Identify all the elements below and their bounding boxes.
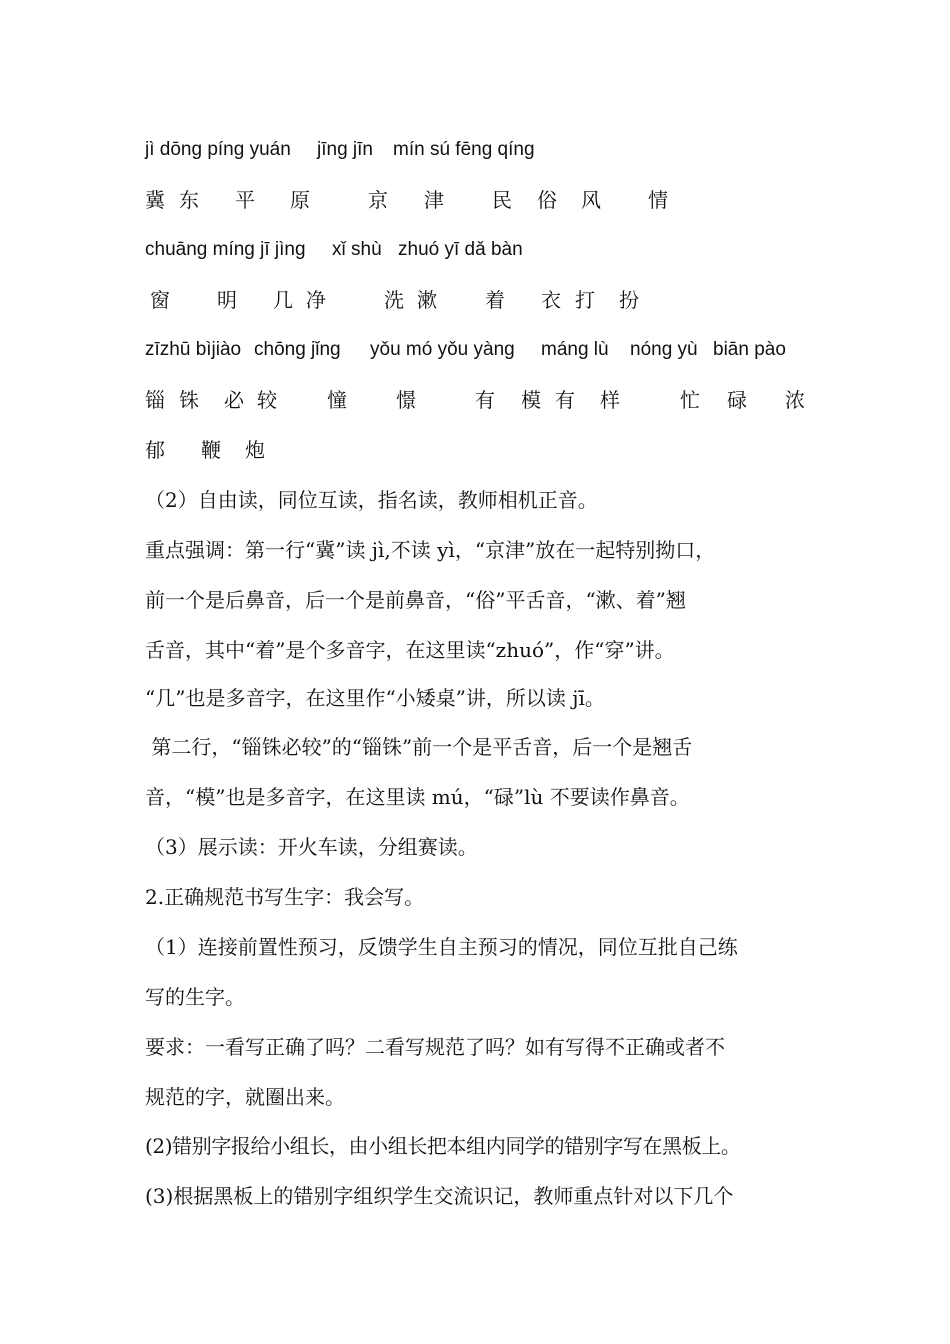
hanzi-char: 较 xyxy=(257,388,277,412)
pinyin-group: jīng jīn xyxy=(317,139,373,160)
hanzi-char: 明 xyxy=(217,288,237,312)
hanzi-char: 风 xyxy=(581,188,601,212)
hanzi-char: 京 xyxy=(368,188,388,212)
hanzi-char: 郁 xyxy=(145,438,165,462)
hanzi-char: 冀 xyxy=(145,188,165,212)
hanzi-char: 东 xyxy=(179,188,199,212)
pinyin-group: xǐ shù xyxy=(332,239,382,260)
hanzi-char: 衣 xyxy=(541,288,561,312)
paragraph-line: 要求：一看写正确了吗？二看写规范了吗？如有写得不正确或者不 xyxy=(145,1035,725,1059)
pinyin-group: zīzhū bìjiào xyxy=(145,339,242,360)
paragraph-line: （1）连接前置性预习，反馈学生自主预习的情况，同位互批自己练 xyxy=(145,935,738,959)
hanzi-char: 必 xyxy=(224,388,244,412)
hanzi-char: 浓 xyxy=(785,388,805,412)
hanzi-char: 碌 xyxy=(727,388,747,412)
paragraph-line: 规范的字，就圈出来。 xyxy=(145,1085,345,1109)
hanzi-char: 窗 xyxy=(150,288,170,312)
hanzi-char: 着 xyxy=(485,288,505,312)
hanzi-char: 几 xyxy=(273,288,293,312)
hanzi-char: 有 xyxy=(475,388,495,412)
paragraph-line: “几”也是多音字，在这里作“小矮桌”讲，所以读 jī。 xyxy=(145,686,605,710)
paragraph-line: 音，“模”也是多音字，在这里读 mú，“碌”lù 不要读作鼻音。 xyxy=(145,785,690,809)
hanzi-char: 平 xyxy=(235,188,255,212)
hanzi-char: 洗 xyxy=(384,288,404,312)
hanzi-char: 扮 xyxy=(619,288,639,312)
paragraph-line: 写的生字。 xyxy=(145,985,245,1009)
hanzi-char: 憬 xyxy=(396,388,416,412)
hanzi-char: 津 xyxy=(424,188,444,212)
hanzi-char: 模 xyxy=(521,388,541,412)
pinyin-group: yǒu mó yǒu yàng xyxy=(370,339,515,360)
hanzi-char: 炮 xyxy=(245,438,265,462)
paragraph-line: 前一个是后鼻音，后一个是前鼻音，“俗”平舌音，“漱、着”翘 xyxy=(145,588,686,612)
paragraph-line: （2）自由读，同位互读，指名读，教师相机正音。 xyxy=(145,488,598,512)
pinyin-group: zhuó yī dǎ bàn xyxy=(398,239,523,260)
pinyin-group: jì dōng píng yuán xyxy=(145,139,291,160)
paragraph-line: 2.正确规范书写生字：我会写。 xyxy=(145,885,425,909)
hanzi-char: 情 xyxy=(648,188,668,212)
paragraph-line: (2)错别字报给小组长，由小组长把本组内同学的错别字写在黑板上。 xyxy=(145,1134,741,1158)
hanzi-char: 漱 xyxy=(417,288,437,312)
pinyin-group: mín sú fēng qíng xyxy=(393,139,535,160)
paragraph-line: (3)根据黑板上的错别字组织学生交流识记，教师重点针对以下几个 xyxy=(145,1184,734,1208)
paragraph-line: （3）展示读：开火车读，分组赛读。 xyxy=(145,835,478,859)
hanzi-char: 鞭 xyxy=(201,438,221,462)
hanzi-char: 民 xyxy=(492,188,512,212)
paragraph-line: 舌音，其中“着”是个多音字，在这里读“zhuó”，作“穿”讲。 xyxy=(145,638,675,662)
hanzi-char: 俗 xyxy=(537,188,557,212)
pinyin-group: máng lù xyxy=(541,339,609,360)
pinyin-group: chōng jǐng xyxy=(254,339,341,360)
pinyin-group: nóng yù xyxy=(630,339,698,360)
hanzi-char: 原 xyxy=(290,188,310,212)
hanzi-char: 憧 xyxy=(327,388,347,412)
hanzi-char: 铢 xyxy=(179,388,199,412)
hanzi-char: 净 xyxy=(306,288,326,312)
hanzi-char: 样 xyxy=(600,388,620,412)
hanzi-char: 打 xyxy=(575,288,595,312)
pinyin-group: biān pào xyxy=(713,339,786,360)
hanzi-char: 忙 xyxy=(680,388,700,412)
hanzi-char: 有 xyxy=(555,388,575,412)
pinyin-group: chuāng míng jī jìng xyxy=(145,239,306,260)
paragraph-line: 第二行，“锱铢必较”的“锱铢”前一个是平舌音，后一个是翘舌 xyxy=(145,735,693,759)
hanzi-char: 锱 xyxy=(145,388,165,412)
paragraph-line: 重点强调：第一行“冀”读 jì,不读 yì，“京津”放在一起特别拗口， xyxy=(145,538,716,562)
